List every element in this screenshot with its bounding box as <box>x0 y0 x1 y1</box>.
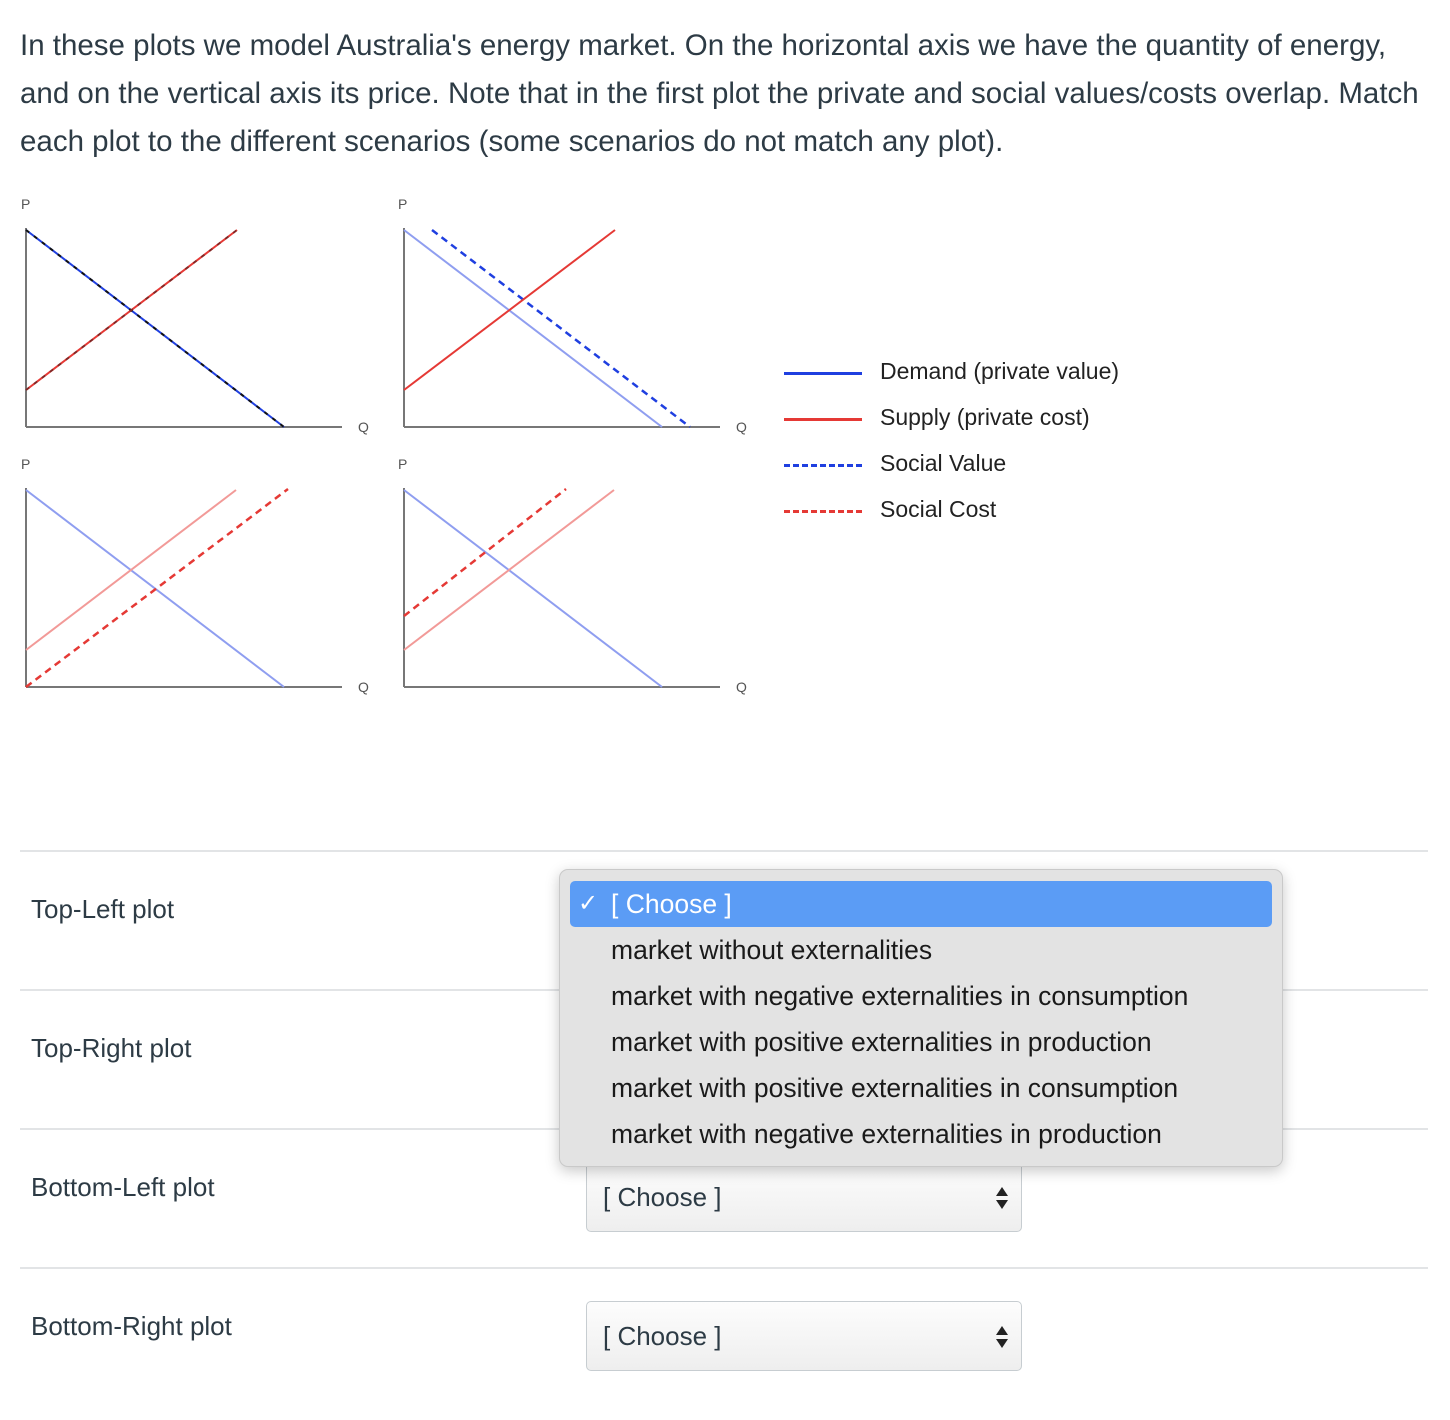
dropdown-option[interactable] <box>560 927 1282 973</box>
legend-swatch-social-cost <box>784 510 862 513</box>
question-text: In these plots we model Australia's energy market. On the horizontal axis we have the quantity of energy, and on the vertical axis its price. Note that in the first plot the private and social values/costs overlap. Match each plot to the different scenarios (some scenarios do not match any plot). <box>20 29 1419 158</box>
dropdown-option[interactable] <box>560 1019 1282 1065</box>
plot-bottom-right <box>398 456 747 695</box>
select-value: [ Choose ] <box>603 1182 722 1212</box>
match-row-label: Top-Right plot <box>31 1033 192 1063</box>
dropdown-option-label: market without externalities <box>611 935 933 965</box>
plot-bottom-left <box>21 456 369 695</box>
match-row-label: Top-Left plot <box>31 894 175 924</box>
dropdown-option[interactable] <box>560 1111 1282 1157</box>
plot-top-left-social-value <box>26 230 284 427</box>
plot-top-right-social-value <box>432 230 690 427</box>
match-row-label: Bottom-Left plot <box>31 1172 215 1202</box>
answer-dropdown-menu <box>559 869 1283 1167</box>
dropdown-option-choose[interactable] <box>570 881 1272 927</box>
dropdown-option-label: market with positive externalities in production <box>611 1027 1152 1057</box>
legend-swatch-demand <box>784 372 862 375</box>
plot-bottom-left-x-label: Q <box>358 679 369 695</box>
legend-label-social-cost: Social Cost <box>880 496 997 522</box>
plot-top-right-x-label: Q <box>736 419 747 435</box>
legend-label-supply: Supply (private cost) <box>880 404 1090 430</box>
plot-bottom-left-social-cost <box>26 489 288 687</box>
plot-bottom-right-y-label: P <box>398 456 408 472</box>
answer-select-bottom-left[interactable] <box>586 1162 1022 1232</box>
answer-select-bottom-right[interactable] <box>586 1301 1022 1371</box>
select-arrows-icon <box>995 1185 1009 1211</box>
match-row-label: Bottom-Right plot <box>31 1311 232 1341</box>
plot-bottom-left-y-label: P <box>21 456 31 472</box>
plot-top-left <box>21 196 369 435</box>
legend-swatch-social-value <box>784 464 862 467</box>
dropdown-option-label: [ Choose ] <box>611 889 732 919</box>
plot-top-left-y-label: P <box>21 196 31 212</box>
legend-label-demand: Demand (private value) <box>880 358 1120 384</box>
match-row-bottom-right <box>20 1267 1428 1406</box>
plot-bottom-right-demand <box>404 490 662 687</box>
plot-top-right-demand <box>404 230 662 427</box>
legend-swatch-supply <box>784 418 862 421</box>
dropdown-option-label: market with positive externalities in consumption <box>611 1073 1179 1103</box>
checkmark-icon: ✓ <box>578 890 599 917</box>
plot-bottom-right-x-label: Q <box>736 679 747 695</box>
select-value: [ Choose ] <box>603 1321 722 1351</box>
plots-figure <box>0 180 760 710</box>
plot-top-right <box>398 196 747 435</box>
plot-top-right-y-label: P <box>398 196 408 212</box>
dropdown-option-label: market with negative externalities in consumption <box>611 981 1189 1011</box>
dropdown-option[interactable] <box>560 1065 1282 1111</box>
legend-label-social-value: Social Value <box>880 450 1007 476</box>
plot-top-left-x-label: Q <box>358 419 369 435</box>
dropdown-option[interactable] <box>560 973 1282 1019</box>
dropdown-option-label: market with negative externalities in production <box>611 1119 1162 1149</box>
select-arrows-icon <box>995 1324 1009 1350</box>
